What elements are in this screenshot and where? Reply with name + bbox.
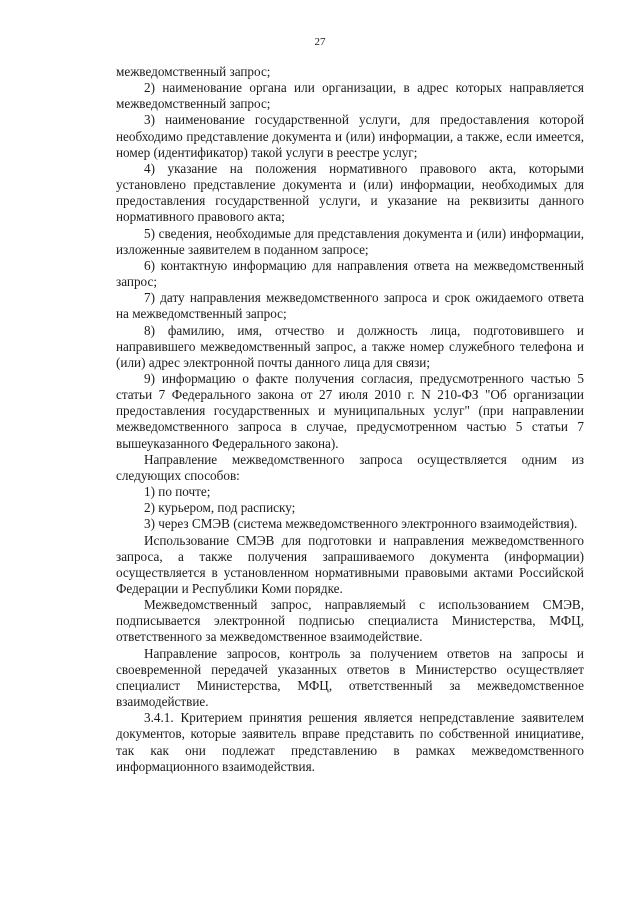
paragraph: 5) сведения, необходимые для представления документа и (или) информации, изложенные заявителем в поданном запросе; — [116, 225, 584, 257]
paragraph: Использование СМЭВ для подготовки и направления межведомственного запроса, а также получения запрашиваемого документа (информации) осуществляется в установленном нормативными правовыми актами Российской Федерации и Республики Коми порядке. — [116, 532, 584, 596]
paragraph: 1) по почте; — [144, 484, 211, 500]
paragraph: 2) курьером, под расписку; — [144, 500, 296, 516]
paragraph: 7) дату направления межведомственного запроса и срок ожидаемого ответа на межведомственный запрос; — [116, 290, 584, 322]
paragraph: 3) наименование государственной услуги, для предоставления которой необходимо представление документа и (или) информации, а также, если имеется, номер (идентификатор) такой услуги в реестре услуг; — [116, 112, 584, 160]
paragraph: 2) наименование органа или организации, в адрес которых направляется межведомственный запрос; — [116, 80, 584, 112]
paragraph: межведомственный запрос; — [116, 64, 271, 79]
paragraph: Межведомственный запрос, направляемый с использованием СМЭВ, подписывается электронной подписью специалиста Министерства, МФЦ, ответственного за межведомственное взаимодействие. — [116, 597, 584, 645]
paragraph: Направление запросов, контроль за получением ответов на запросы и своевременной передачей указанных ответов в Министерство осуществляет специалист Министерства, МФЦ, ответственный за межведомственное взаимодействие. — [116, 645, 584, 710]
document-body — [116, 64, 584, 775]
paragraph: 9) информацию о факте получения согласия, предусмотренного частью 5 статьи 7 Федерального закона от 27 июля 2010 г. N 210-ФЗ "Об организации предоставления государственных и муниципальных услуг" (при направлении межведомственного запроса в случае, предусмотренном частью 5 статьи 7 вышеуказанного Федерального закона). — [116, 370, 584, 451]
paragraph: 3) через СМЭВ (система межведомственного электронного взаимодействия). — [144, 516, 578, 532]
paragraph: 6) контактную информацию для направления ответа на межведомственный запрос; — [116, 257, 584, 290]
page-number: 27 — [314, 36, 326, 48]
paragraph: 4) указание на положения нормативного правового акта, которыми установлено представление документа и (или) информации, необходимых для предоставления государственной услуги, и указание на реквизиты данного нормативного правового акта; — [116, 160, 584, 225]
paragraph: Направление межведомственного запроса осуществляется одним из следующих способов: — [116, 451, 584, 483]
paragraph: 3.4.1. Критерием принятия решения является непредставление заявителем документов, которые заявитель вправе представить по собственной инициативе, так как они подлежат представлению в рамках межведомственного информационного взаимодействия. — [116, 710, 584, 774]
paragraph: 8) фамилию, имя, отчество и должность лица, подготовившего и направившего межведомственный запрос, а также номер служебного телефона и (или) адрес электронной почты данного лица для связи; — [116, 322, 584, 370]
